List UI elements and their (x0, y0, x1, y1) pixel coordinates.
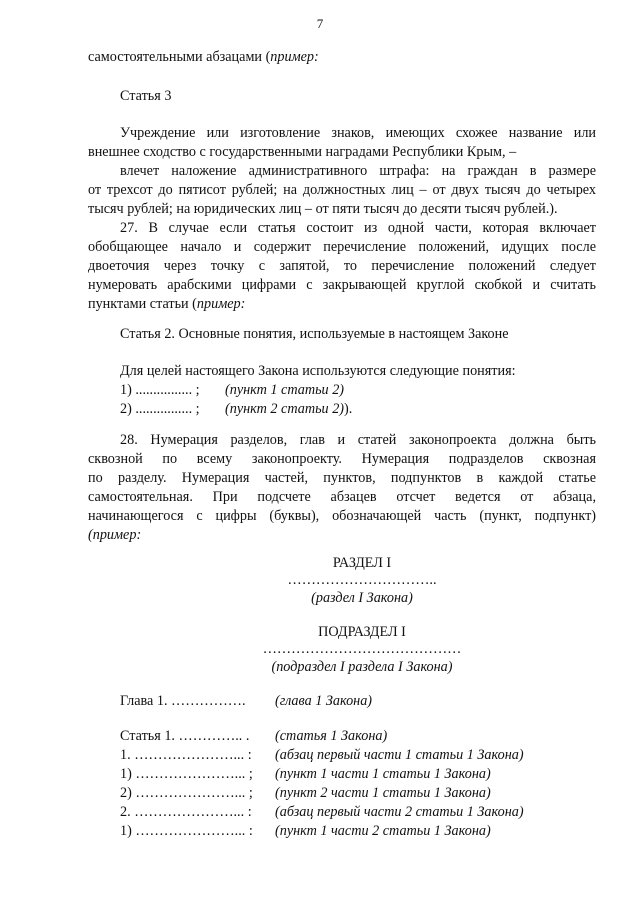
chapter-label: Глава 1. ……………. (120, 693, 246, 709)
example-article-2-intro: Для целей настоящего Закона используются следующие понятия: (120, 363, 516, 379)
article-label: Статья 1. ………….. . (120, 728, 250, 744)
list-item-1: 1) ................ ; (120, 382, 200, 398)
example-article-3-heading: Статья 3 (120, 88, 172, 104)
structure-row-2-note: (пункт 1 части 1 статьи 1 Закона) (275, 766, 491, 782)
article-note: (статья 1 Закона) (275, 728, 388, 744)
list-item-2-note: (пункт 2 статьи 2)). (225, 401, 353, 417)
list-item-2: 2) ................ ; (120, 401, 200, 417)
subsection-note: (подраздел I раздела I Закона) (271, 659, 453, 675)
section-note: (раздел I Закона) (311, 590, 413, 606)
structure-row-5-label: 1) …………………... : (120, 823, 253, 839)
structure-row-1-label: 1. …………………... : (120, 747, 252, 763)
structure-row-4-label: 2. …………………... : (120, 804, 252, 820)
chapter-note: (глава 1 Закона) (275, 693, 373, 709)
continuation-line: самостоятельными абзацами (пример: (88, 49, 319, 65)
paragraph-27: 27. В случае если статья состоит из одной части, которая включает обобщающее начало и содержит перечисление положений, идущих после двоеточия через точку с запятой, то перечисление положений следует нумеровать арабскими цифрами с закрывающей круглой скобкой и считать пунктами статьи (пример: (88, 220, 596, 312)
section-dots: ………………………….. (287, 572, 437, 588)
list-item-1-note: (пункт 1 статьи 2) (225, 382, 345, 398)
paragraph-28: 28. Нумерация разделов, глав и статей законопроекта должна быть сквозной по всему законопроекту. Нумерация подразделов сквозная по разделу. Нумерация частей, пунктов, подпунктов в каждой статье самостоятельная. При подсчете абзацев отсчет ведется от абзаца, начинающегося с цифры (буквы), обозначающей часть (пункт, подпункт) (пример: (88, 432, 596, 543)
structure-row-4-note: (абзац первый части 2 статьи 1 Закона) (275, 804, 524, 820)
structure-row-2-label: 1) …………………... ; (120, 766, 253, 782)
subsection-dots: …………………………………… (262, 641, 462, 657)
section-heading: РАЗДЕЛ I (332, 555, 392, 571)
example-article-2-heading: Статья 2. Основные понятия, используемые в настоящем Законе (120, 326, 509, 342)
structure-row-3-label: 2) …………………... ; (120, 785, 253, 801)
page-number: 7 (316, 16, 324, 31)
structure-row-3-note: (пункт 2 части 1 статьи 1 Закона) (275, 785, 491, 801)
example-article-3-body: Учреждение или изготовление знаков, имеющих схожее название или внешнее сходство с государственными наградами Республики Крым, – влечет наложение административного штрафа: на граждан в размере от трехсот до пятисот рублей; на должностных лиц – от двух тысяч до четырех тысяч рублей; на юридических лиц – от пяти тысяч до десяти тысяч рублей.). (88, 125, 596, 217)
subsection-heading: ПОДРАЗДЕЛ I (318, 624, 406, 640)
structure-row-1-note: (абзац первый части 1 статьи 1 Закона) (275, 747, 524, 763)
structure-row-5-note: (пункт 1 части 2 статьи 1 Закона) (275, 823, 491, 839)
